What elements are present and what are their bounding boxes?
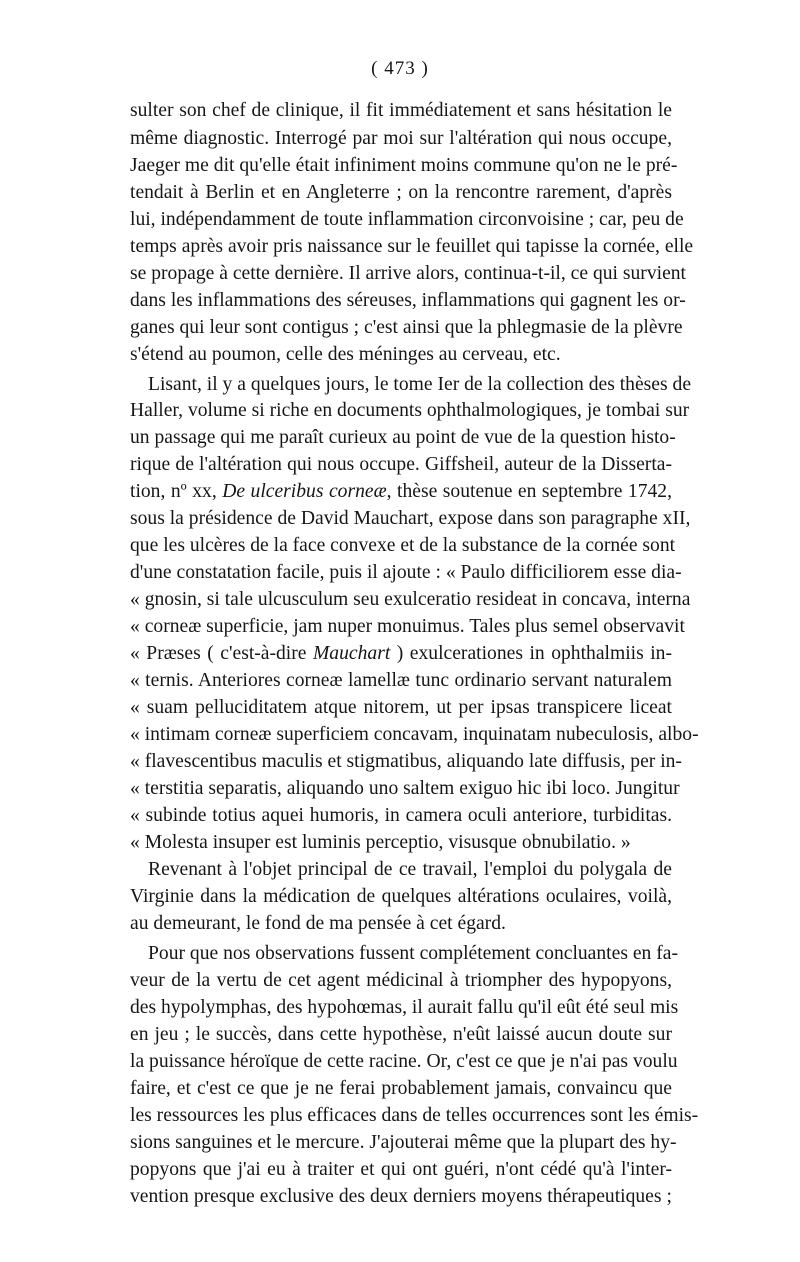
text-line <box>130 1102 699 1130</box>
text-line <box>130 179 672 207</box>
text-segment: Pour que nos observations fussent complétement concluantes en fa- <box>148 943 678 964</box>
text-line <box>130 694 672 722</box>
text-segment: vention presque exclusive des deux derniers moyens thérapeutiques ; <box>130 1186 672 1207</box>
text-segment: « Præses ( c'est-à-dire <box>130 643 313 664</box>
text-segment: temps après avoir pris naissance sur le feuillet qui tapisse la cornée, elle <box>130 236 694 257</box>
text-segment: ganes qui leur sont contigus ; c'est ainsi que la phlegmasie de la plèvre <box>130 317 683 338</box>
text-line <box>130 451 672 479</box>
text-line <box>130 802 672 830</box>
text-segment: popyons que j'ai eu à traiter et qui ont guéri, n'ont cédé qu'à l'inter- <box>130 1159 672 1180</box>
text-line <box>130 1021 672 1049</box>
text-segment: que les ulcères de la face convexe et de la substance de la cornée sont <box>130 535 676 556</box>
text-line <box>130 125 672 153</box>
text-line <box>130 829 672 857</box>
text-line <box>130 721 699 749</box>
text-segment: Virginie dans la médication de quelques altérations oculaires, voilà, <box>130 886 672 907</box>
text-segment: faire, et c'est ce que je ne ferai probablement jamais, convaincu que <box>130 1078 672 1099</box>
text-line <box>130 397 690 425</box>
text-segment: d'une constatation facile, puis il ajoute : « Paulo difficiliorem esse dia- <box>130 562 682 583</box>
text-segment: en jeu ; le succès, dans cette hypothèse, n'eût laissé aucun doute sur <box>130 1024 672 1045</box>
text-line <box>130 206 684 234</box>
text-line <box>130 260 687 288</box>
text-line <box>130 1156 672 1184</box>
text-line <box>130 883 672 911</box>
text-segment: au demeurant, le fond de ma pensée à cet égard. <box>130 913 506 934</box>
text-segment: « Molesta insuper est luminis perceptio, visusque obnubilatio. » <box>130 832 631 853</box>
text-line <box>130 640 672 668</box>
text-segment: rique de l'altération qui nous occupe. Giffsheil, auteur de la Disserta- <box>130 454 672 475</box>
text-segment: sions sanguines et le mercure. J'ajouterai même que la plupart des hy- <box>130 1132 677 1153</box>
text-segment: se propage à cette dernière. Il arrive alors, continua-t-il, ce qui survient <box>130 263 687 284</box>
text-segment: tion, nº xx, <box>130 481 223 502</box>
text-segment: veur de la vertu de cet agent médicinal à triompher des hypopyons, <box>130 970 672 991</box>
text-line <box>130 152 678 180</box>
text-line <box>130 994 679 1022</box>
text-segment: Revenant à l'objet principal de ce travail, l'emploi du polygala de <box>148 859 672 880</box>
text-segment: la puissance héroïque de cette racine. Or, c'est ce que je n'ai pas voulu <box>130 1051 678 1072</box>
italic-text: De ulceribus corneæ <box>222 481 387 502</box>
text-line <box>130 424 676 452</box>
text-segment: « suam pelluciditatem atque nitorem, ut per ipsas transpicere liceat <box>130 697 672 718</box>
page-number: ( 473 ) <box>371 58 429 79</box>
text-segment: sous la présidence de David Mauchart, expose dans son paragraphe xII, <box>130 508 691 529</box>
text-segment: sulter son chef de clinique, il fit immédiatement et sans hésitation le <box>130 100 672 121</box>
text-segment: les ressources les plus efficaces dans de telles occurrences sont les émis- <box>130 1105 699 1126</box>
text-line <box>130 1075 672 1103</box>
text-line <box>130 1048 678 1076</box>
text-segment: « gnosin, si tale ulcusculum seu exulceratio resideat in concava, interna <box>130 589 691 610</box>
text-line <box>130 1183 672 1211</box>
text-segment: , thèse soutenue en septembre 1742, <box>386 481 672 502</box>
text-segment: s'étend au poumon, celle des méninges au cerveau, etc. <box>130 344 561 365</box>
text-segment: ) exulcerationes in ophthalmiis in- <box>390 643 672 664</box>
text-line <box>130 748 682 776</box>
text-line <box>148 856 672 884</box>
text-segment: Lisant, il y a quelques jours, le tome Ier de la collection des thèses de <box>148 374 692 395</box>
text-segment: « subinde totius aquei humoris, in camera oculi anteriore, turbiditas. <box>130 805 672 826</box>
text-segment: tendait à Berlin et en Angleterre ; on la rencontre rarement, d'après <box>130 182 672 203</box>
text-segment: dans les inflammations des séreuses, inflammations qui gagnent les or- <box>130 290 686 311</box>
text-line <box>130 97 672 125</box>
text-segment: Jaeger me dit qu'elle était infiniment moins commune qu'on ne le pré- <box>130 155 678 176</box>
text-line <box>130 967 672 995</box>
text-line <box>130 287 686 315</box>
text-segment: des hypolymphas, des hypohœmas, il aurait fallu qu'il eût été seul mis <box>130 997 679 1018</box>
text-segment: « ternis. Anteriores corneæ lamellæ tunc ordinario servant naturalem <box>130 670 672 691</box>
text-segment: Haller, volume si riche en documents ophthalmologiques, je tombai sur <box>130 400 690 421</box>
text-line <box>130 505 691 533</box>
italic-text: Mauchart <box>312 643 391 664</box>
text-segment: « corneæ superficie, jam nuper monuimus. Tales plus semel observavit <box>130 616 685 637</box>
text-line <box>130 559 682 587</box>
text-line <box>130 233 694 261</box>
text-line <box>130 341 672 369</box>
text-line <box>130 667 672 695</box>
text-line <box>130 314 683 342</box>
text-line <box>130 478 672 506</box>
text-segment: « flavescentibus maculis et stigmatibus, aliquando late diffusis, per in- <box>130 751 682 772</box>
text-line <box>130 613 685 641</box>
text-segment: « intimam corneæ superficiem concavam, inquinatam nubeculosis, albo- <box>130 724 699 745</box>
text-line <box>130 532 676 560</box>
text-line <box>130 1129 677 1157</box>
text-line <box>148 940 678 968</box>
text-segment: lui, indépendamment de toute inflammation circonvoisine ; car, peu de <box>130 209 684 230</box>
text-line <box>130 775 680 803</box>
text-line <box>130 910 672 938</box>
text-segment: même diagnostic. Interrogé par moi sur l'altération qui nous occupe, <box>130 128 672 149</box>
text-line <box>130 586 691 614</box>
text-segment: « terstitia separatis, aliquando uno saltem exiguo hic ibi loco. Jungitur <box>130 778 680 799</box>
text-segment: un passage qui me paraît curieux au point de vue de la question histo- <box>130 427 676 448</box>
text-line <box>148 371 692 399</box>
